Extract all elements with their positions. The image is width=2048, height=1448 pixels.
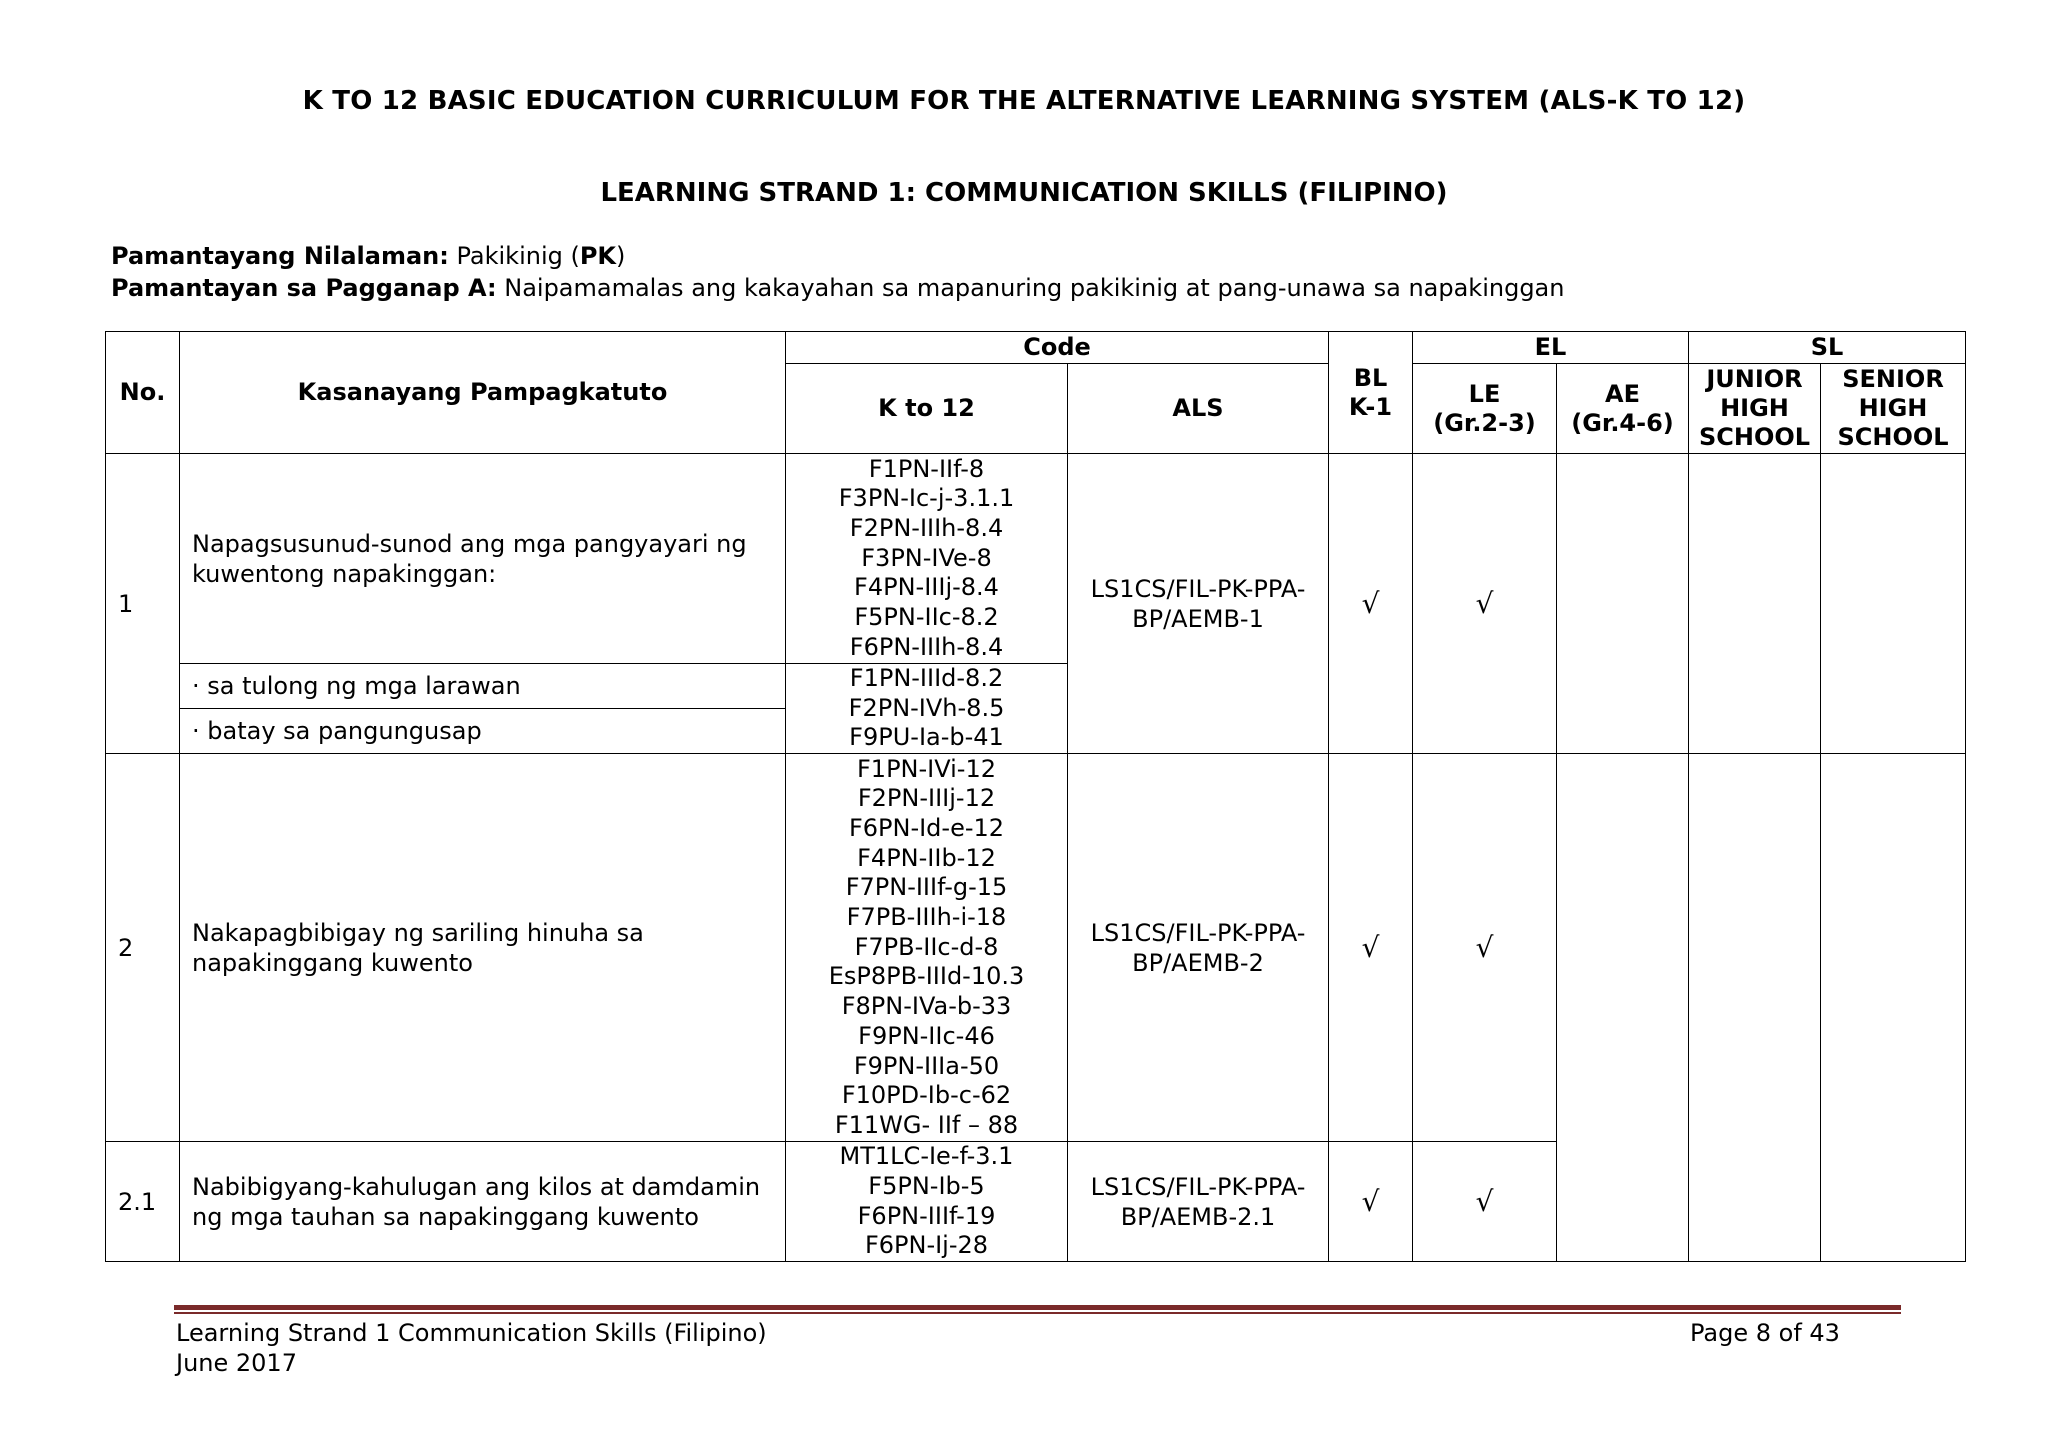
header-el: EL bbox=[1413, 332, 1689, 364]
als-code: LS1CS/FIL-PK-PPA- BP/AEMB-2 bbox=[1068, 754, 1329, 1142]
shs-cell bbox=[1821, 754, 1966, 1262]
header-shs: SENIOR HIGH SCHOOL bbox=[1821, 364, 1966, 454]
als-code: LS1CS/FIL-PK-PPA- BP/AEMB-2.1 bbox=[1068, 1142, 1329, 1262]
bl-check-icon: √ bbox=[1329, 754, 1413, 1142]
content-standard-value-bold: PK bbox=[579, 242, 617, 270]
header-no: No. bbox=[106, 332, 180, 454]
footer-date: June 2017 bbox=[176, 1349, 297, 1377]
table-row bbox=[106, 754, 1966, 1142]
k12-codes: F1PN-IIf-8 F3PN-Ic-j-3.1.1 F2PN-IIIh-8.4 F3PN-IVe-8 F4PN-IIIj-8.4 F5PN-IIc-8.2 F6PN-IIIh-8.4 bbox=[786, 454, 1068, 664]
skill-text: Napagsusunud-sunod ang mga pangyayari ng kuwentong napakinggan: bbox=[180, 454, 786, 664]
skill-text: Nabibigyang-kahulugan ang kilos at damdamin ng mga tauhan sa napakinggang kuwento bbox=[180, 1142, 786, 1262]
le-check-icon: √ bbox=[1413, 1142, 1557, 1262]
footer-rule-thin bbox=[174, 1312, 1901, 1314]
header-k12: K to 12 bbox=[786, 364, 1068, 454]
skill-text: Nakapagbibigay ng sariling hinuha sa napakinggang kuwento bbox=[180, 754, 786, 1142]
le-check-icon: √ bbox=[1413, 754, 1557, 1142]
table-row bbox=[106, 454, 1966, 664]
sub-skill-text: · batay sa pangungusap bbox=[180, 709, 786, 754]
footer-rule bbox=[174, 1305, 1901, 1310]
k12-codes: MT1LC-Ie-f-3.1 F5PN-Ib-5 F6PN-IIIf-19 F6PN-Ij-28 bbox=[786, 1142, 1068, 1262]
content-standard-label: Pamantayang Nilalaman: bbox=[111, 242, 449, 270]
footer-strand: Learning Strand 1 Communication Skills (Filipino) bbox=[176, 1319, 767, 1347]
jhs-cell bbox=[1689, 454, 1821, 754]
row-number: 2.1 bbox=[106, 1142, 180, 1262]
header-jhs: JUNIOR HIGH SCHOOL bbox=[1689, 364, 1821, 454]
document-title: K TO 12 BASIC EDUCATION CURRICULUM FOR THE ALTERNATIVE LEARNING SYSTEM (ALS-K TO 12) bbox=[302, 86, 1746, 116]
content-standard bbox=[111, 240, 625, 272]
document-subtitle: LEARNING STRAND 1: COMMUNICATION SKILLS (FILIPINO) bbox=[600, 178, 1448, 208]
bl-check-icon: √ bbox=[1329, 454, 1413, 754]
shs-cell bbox=[1821, 454, 1966, 754]
performance-standard-label: Pamantayan sa Pagganap A: bbox=[111, 274, 497, 302]
jhs-cell bbox=[1689, 754, 1821, 1262]
performance-standard-value: Naipamamalas ang kakayahan sa mapanuring pakikinig at pang-unawa sa napakinggan bbox=[496, 274, 1565, 302]
k12-codes: F1PN-IVi-12 F2PN-IIIj-12 F6PN-Id-e-12 F4PN-IIb-12 F7PN-IIIf-g-15 F7PB-IIIh-i-18 F7PB-IIc-d-8 EsP8PB-IIId-10.3 F8PN-IVa-b-33 F9PN-IIc-46 F9PN-IIIa-50 F10PD-Ib-c-62 F11WG- IIf – 88 bbox=[786, 754, 1068, 1142]
bl-check-icon: √ bbox=[1329, 1142, 1413, 1262]
k12-sub-codes: F1PN-IIId-8.2 F2PN-IVh-8.5 F9PU-Ia-b-41 bbox=[786, 664, 1068, 754]
row-number: 1 bbox=[106, 454, 180, 754]
als-code: LS1CS/FIL-PK-PPA- BP/AEMB-1 bbox=[1068, 454, 1329, 754]
header-ae: AE (Gr.4-6) bbox=[1557, 364, 1689, 454]
header-le: LE (Gr.2-3) bbox=[1413, 364, 1557, 454]
header-sl: SL bbox=[1689, 332, 1966, 364]
sub-skill-text: · sa tulong ng mga larawan bbox=[180, 664, 786, 709]
curriculum-table bbox=[105, 331, 1966, 1262]
header-bl: BL K-1 bbox=[1329, 332, 1413, 454]
le-check-icon: √ bbox=[1413, 454, 1557, 754]
content-standard-value-post: ) bbox=[616, 242, 626, 270]
header-skill: Kasanayang Pampagkatuto bbox=[180, 332, 786, 454]
row-number: 2 bbox=[106, 754, 180, 1142]
content-standard-value-pre: Pakikinig ( bbox=[448, 242, 580, 270]
ae-cell bbox=[1557, 454, 1689, 754]
header-als: ALS bbox=[1068, 364, 1329, 454]
page-number: Page 8 of 43 bbox=[1690, 1319, 1840, 1347]
header-code: Code bbox=[786, 332, 1329, 364]
performance-standard bbox=[111, 272, 1564, 304]
ae-cell bbox=[1557, 754, 1689, 1262]
